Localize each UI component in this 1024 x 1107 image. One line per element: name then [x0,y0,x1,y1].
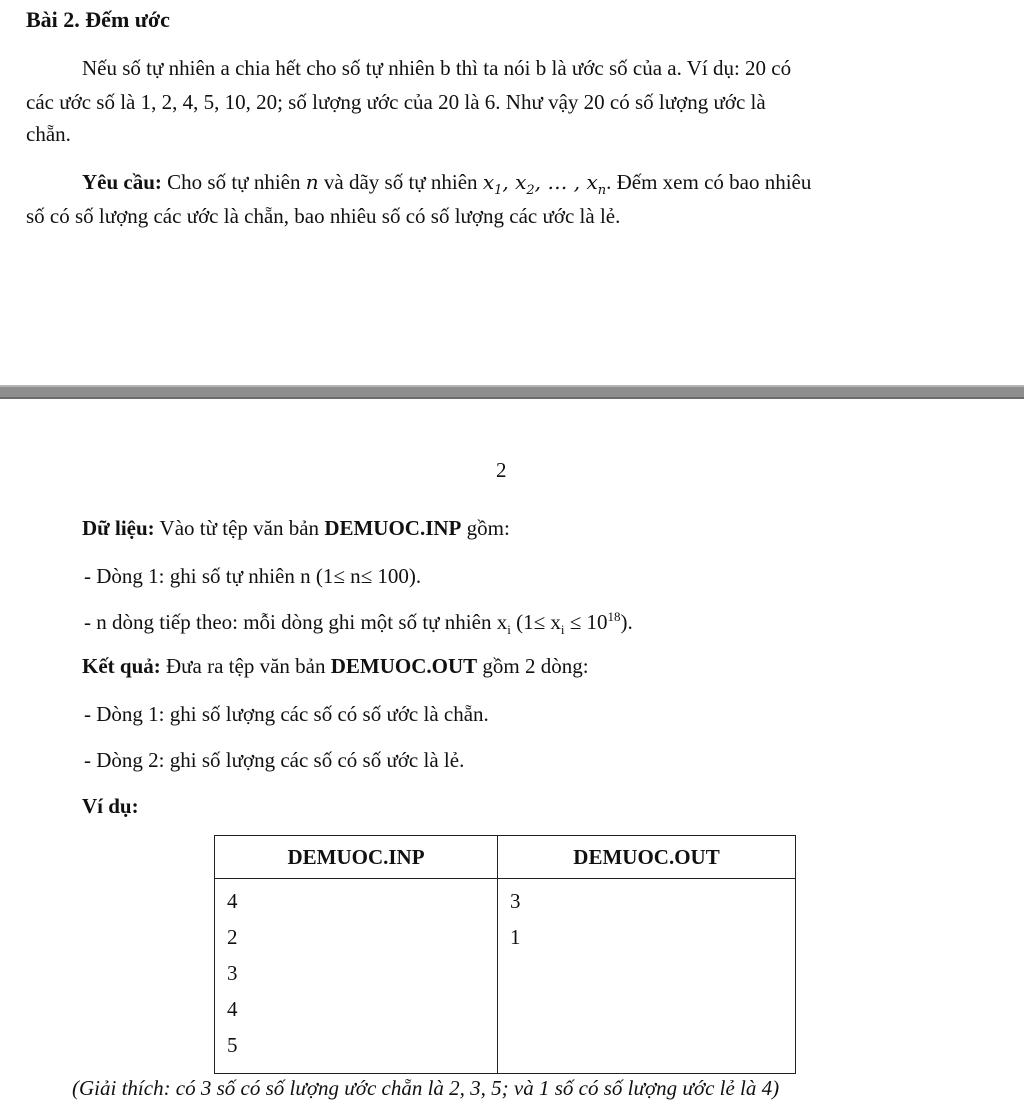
output-section-header [82,650,589,682]
input-line-1: - Dòng 1: ghi số tự nhiên n (1≤ n≤ 100). [84,564,422,588]
example-label: Ví dụ: [82,794,139,818]
input-text-a: Vào từ tệp văn bản [154,516,325,540]
example-data-row [215,879,796,1074]
math-sequence: $x_1$, $x_2$, … , $x_n$ [482,170,607,198]
input-value: 3 [227,961,238,985]
output-text-b: gồm 2 dòng: [477,654,589,678]
requirement-line-2: số có số lượng các ước là chẵn, bao nhiêu số có số lượng các ước là lẻ. [26,204,621,228]
example-explanation: (Giải thích: có 3 số có số lượng ước chẵn là 2, 3, 5; và 1 số có số lượng ước lẻ là 4) [72,1076,780,1100]
example-header-row [215,836,796,879]
header-input-file: DEMUOC.INP [215,836,498,879]
input-line-2-c: ≤ 10 [564,610,608,634]
page-separator [0,385,1024,399]
input-line-2-d: ). [620,610,633,634]
output-label: Kết quả: [82,654,161,678]
output-value: 1 [510,925,521,949]
input-section-header [82,512,510,544]
requirement-text-a: Cho số tự nhiên [161,170,306,194]
superscript-18: 18 [607,609,621,624]
requirement-line-1 [82,166,811,198]
subscript-i: i [507,622,511,638]
example-table [214,835,796,1074]
input-line-2-b: (1≤ x [510,610,561,634]
output-line-1: - Dòng 1: ghi số lượng các số có số ước là chẵn. [84,702,489,726]
requirement-text-b: và dãy số tự nhiên [318,170,483,194]
intro-line-1 [82,52,791,84]
output-cell [498,879,796,1074]
intro-line-2: các ước số là 1, 2, 4, 5, 10, 20; số lượng ước của 20 là 6. Như vậy 20 có số lượng ước là [26,90,766,114]
intro-line-3: chẵn. [26,122,71,146]
math-n: n [305,170,319,194]
header-output-file: DEMUOC.OUT [498,836,796,879]
input-value: 5 [227,1033,238,1057]
input-value: 2 [227,925,238,949]
subscript-i-2: i [560,622,565,638]
input-label: Dữ liệu: [82,516,155,540]
output-text-a: Đưa ra tệp văn bản [160,654,331,678]
requirement-text-c: . Đếm xem có bao nhiêu [606,170,812,194]
requirement-label: Yêu cầu: [82,170,162,194]
input-cell [215,879,498,1074]
input-value: 4 [227,889,238,913]
input-value: 4 [227,997,238,1021]
output-value: 3 [510,889,521,913]
input-line-2-a: - n dòng tiếp theo: mỗi dòng ghi một số tự nhiên x [84,610,508,634]
input-file-name: DEMUOC.INP [324,516,462,540]
intro-line-1-text: Nếu số tự nhiên a chia hết cho số tự nhiên b thì ta nói b là ước số của a. Ví dụ: 20 có [82,56,792,80]
input-text-b: gồm: [461,516,510,540]
page-number: 2 [496,458,507,482]
output-line-2: - Dòng 2: ghi số lượng các số có số ước là lẻ. [84,748,465,772]
problem-title: Bài 2. Đếm ước [26,7,170,32]
output-file-name: DEMUOC.OUT [330,654,478,678]
input-line-2 [84,606,633,638]
